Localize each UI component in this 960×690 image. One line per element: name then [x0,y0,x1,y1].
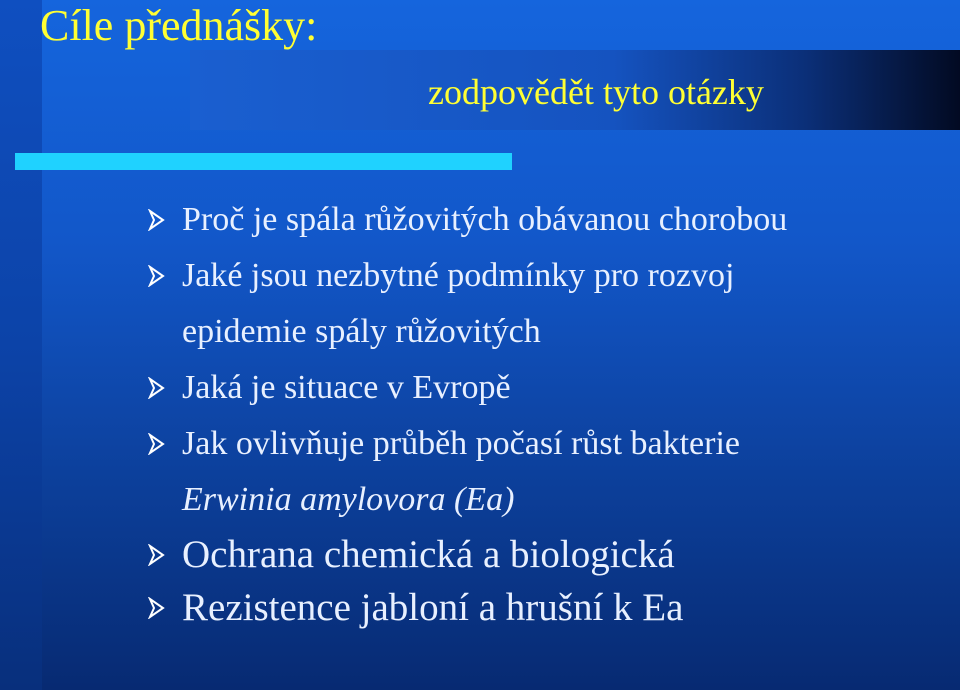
bullet-text: Proč je spála růžovitých obávanou chorobou [182,201,788,238]
bullet-item [148,192,787,248]
bullet-list [148,192,787,634]
bullet-text: Ochrana chemická a biologická [182,533,675,576]
bullet-item [148,248,787,360]
bullet-item [148,416,787,528]
bullet-text: Rezistence jabloní a hrušní k Ea [182,586,684,629]
arrow-bullet-icon [148,544,170,566]
bullet-item [148,360,787,416]
arrow-bullet-icon [148,265,170,287]
bullet-item [148,528,787,581]
accent-bar [15,153,512,170]
arrow-bullet-icon [148,433,170,455]
bullet-text-continuation: Erwinia amylovora (Ea) [182,481,515,518]
bullet-text: Jaké jsou nezbytné podmínky pro rozvoj [182,257,735,294]
arrow-bullet-icon [148,597,170,619]
bullet-text-continuation: epidemie spály růžovitých [182,313,541,350]
arrow-bullet-icon [148,377,170,399]
bullet-text: Jaká je situace v Evropě [182,369,511,406]
arrow-bullet-icon [148,209,170,231]
slide-title: Cíle přednášky: [40,1,318,50]
slide-subtitle: zodpovědět tyto otázky [428,72,764,112]
bullet-item [148,581,787,634]
bullet-text: Jak ovlivňuje průběh počasí růst bakterie [182,425,741,462]
left-edge-band [0,0,42,690]
